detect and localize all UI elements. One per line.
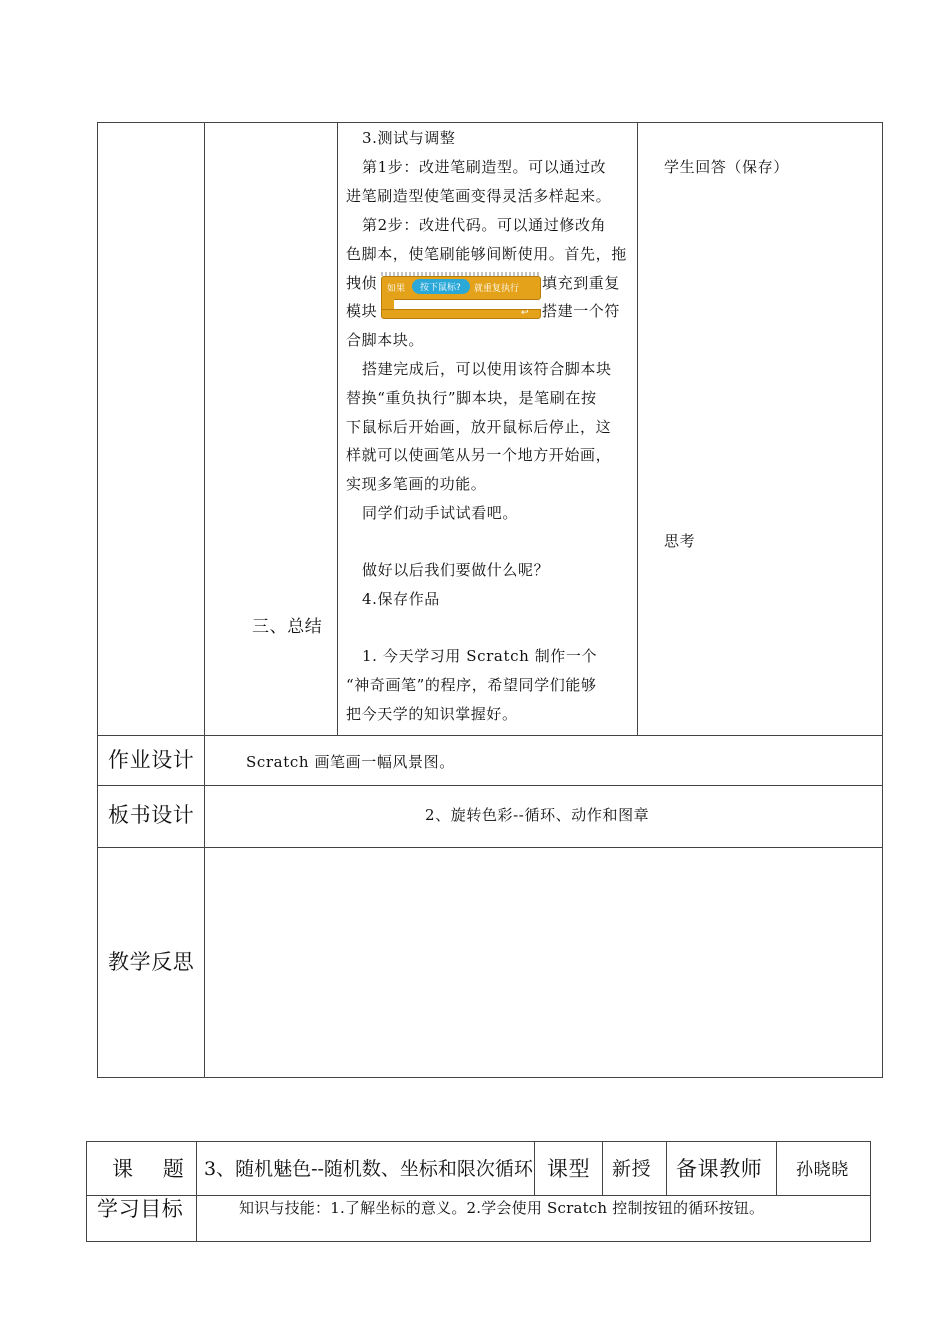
summary-line3: 把今天学的知识掌握好。 [346,705,518,723]
step1-line2: 进笔刷造型使笔画变得灵活多样起来。 [346,187,612,205]
goal-text: 知识与技能：1.了解坐标的意义。2.学会使用 Scratch 控制按钮的循环按钮。 [239,1199,765,1217]
step2-line3a: 拽侦 [346,274,378,292]
step2-line4b: 搭建一个符 [542,302,621,320]
step2-line1: 第2步：改进代码。可以通过修改角 [362,216,607,234]
teacher-name: 孙晓晓 [796,1160,849,1180]
board-text: 2、旋转色彩--循环、动作和图章 [425,806,650,824]
step2-line5: 合脚本块。 [346,331,425,349]
board-label: 板书设计 [108,803,195,827]
homework-label: 作业设计 [108,748,195,772]
summary-label: 三、总结 [252,617,323,637]
student-think: 思考 [664,532,696,550]
scratch-condition: 按下鼠标? [412,279,470,294]
loop-arrow-icon: ↩ [521,308,529,318]
scratch-repeat-if-block [381,272,541,318]
step2-line3b: 填充到重复 [542,274,621,292]
step-title: 3.测试与调整 [362,129,456,147]
type-value: 新授 [612,1158,652,1180]
question-text: 做好以后我们要做什么呢？ [362,561,550,579]
para3-line5: 实现多笔画的功能。 [346,475,487,493]
try-it-text: 同学们动手试试看吧。 [362,504,519,522]
step2-line2: 色脚本，使笔刷能够间断使用。首先，拖 [346,245,627,263]
summary-line2: “神奇画笔”的程序，希望同学们能够 [346,676,597,694]
type-label: 课型 [547,1157,591,1181]
para3-line3: 下鼠标后开始画，放开鼠标后停止，这 [346,418,612,436]
topic-label: 课 题 [112,1157,185,1181]
teacher-label: 备课教师 [676,1157,763,1181]
para3-line2: 替换“重负执行”脚本块，是笔刷在按 [346,389,597,407]
para3-line1: 搭建完成后，可以使用该符合脚本块 [362,360,612,378]
homework-text: Scratch 画笔画一幅风景图。 [246,753,455,771]
topic-text: 3、随机魅色--随机数、坐标和限次循环 [204,1158,533,1180]
para3-line4: 样就可以使画笔从另一个地方开始画， [346,446,612,464]
save-step: 4.保存作品 [362,590,440,608]
scratch-if-label: 如果 [387,284,406,294]
step2-line4a: 模块 [346,302,378,320]
scratch-loop-label: 就重复执行 [474,284,520,294]
student-answer: 学生回答（保存） [664,158,789,176]
step1-line1: 第1步：改进笔刷造型。可以通过改 [362,158,607,176]
reflection-label: 教学反思 [108,950,195,974]
summary-line1: 1. 今天学习用 Scratch 制作一个 [362,647,598,665]
goal-label: 学习目标 [97,1197,184,1221]
